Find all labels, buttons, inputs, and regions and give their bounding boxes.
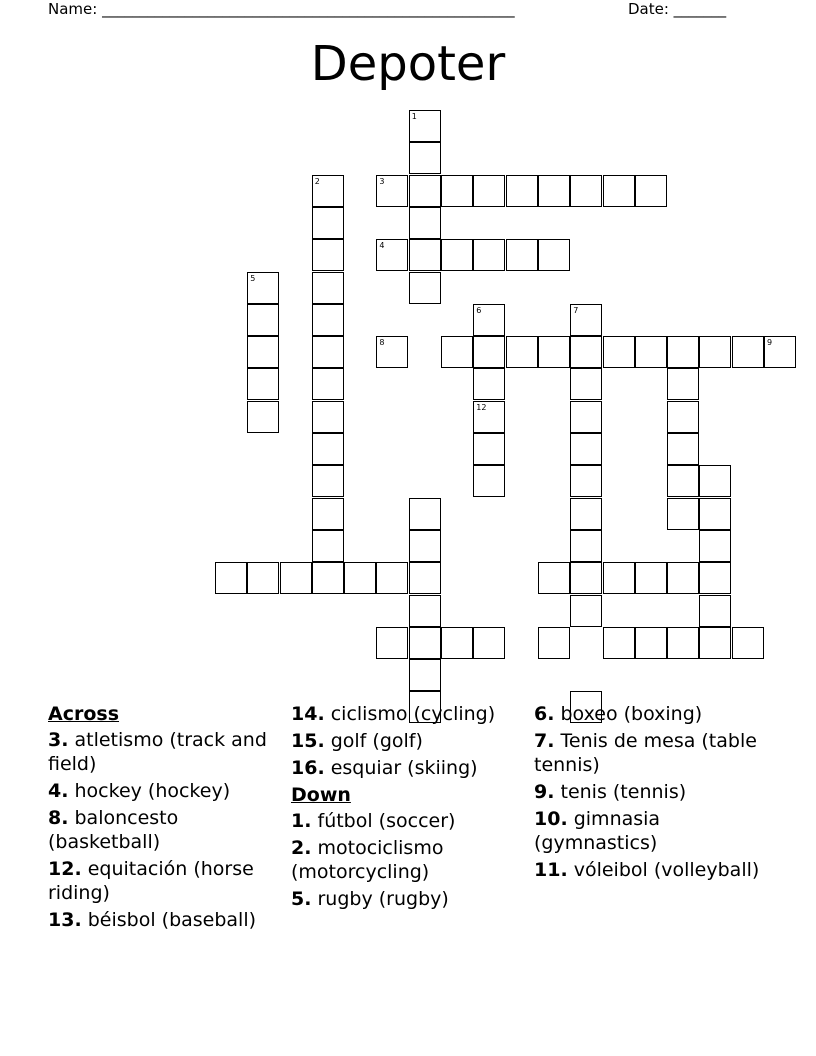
clue-number: 10. [534,808,568,830]
clue-number: 4. [48,780,69,802]
grid-cell[interactable] [247,304,279,336]
clue-text: ciclismo (cycling) [330,703,496,725]
clue-text: baloncesto (basketball) [48,807,179,853]
grid-cell[interactable] [247,401,279,433]
grid-cell[interactable] [699,465,731,497]
clue-across-14 [291,702,523,726]
clue-across-16 [291,756,523,780]
cell-number: 9 [767,338,773,348]
clue-number: 8. [48,807,69,829]
grid-cell[interactable] [312,272,344,304]
grid-cell[interactable] [473,465,505,497]
grid-cell[interactable] [312,498,344,530]
clue-across-8 [48,806,280,854]
grid-cell[interactable] [570,530,602,562]
clue-text: motociclismo (motorcycling) [291,837,444,883]
grid-cell[interactable] [312,465,344,497]
grid-cell[interactable] [409,239,441,271]
grid-cell[interactable] [473,627,505,659]
grid-cell[interactable] [409,207,441,239]
grid-cell[interactable] [506,239,538,271]
grid-cell[interactable] [312,433,344,465]
grid-cell[interactable] [312,562,344,594]
grid-cell[interactable] [570,336,602,368]
grid-cell[interactable] [699,336,731,368]
grid-cell[interactable] [376,175,408,207]
clue-number: 1. [291,810,312,832]
grid-cell[interactable] [570,433,602,465]
clue-text: atletismo (track and field) [48,729,267,775]
clue-text: Tenis de mesa (table tennis) [534,730,757,776]
grid-cell[interactable] [732,336,764,368]
grid-cell[interactable] [376,562,408,594]
grid-cell[interactable] [603,336,635,368]
grid-cell[interactable] [409,498,441,530]
grid-cell[interactable] [667,627,699,659]
grid-cell[interactable] [570,465,602,497]
down-heading: Down [291,784,351,806]
clue-across-15 [291,729,523,753]
page-title: Depoter [310,36,506,92]
grid-cell[interactable] [441,239,473,271]
grid-cell[interactable] [409,110,441,142]
grid-cell[interactable] [570,368,602,400]
grid-cell[interactable] [473,304,505,336]
grid-cell[interactable] [473,336,505,368]
clue-across-4 [48,779,280,803]
clue-number: 2. [291,837,312,859]
grid-cell[interactable] [570,498,602,530]
clue-number: 15. [291,730,325,752]
grid-cell[interactable] [667,433,699,465]
grid-cell[interactable] [699,595,731,627]
grid-cell[interactable] [699,498,731,530]
cell-number: 6 [476,305,482,315]
grid-cell[interactable] [732,627,764,659]
clue-down-6 [534,702,766,726]
grid-cell[interactable] [667,336,699,368]
clue-text: hockey (hockey) [74,780,231,802]
clues-column-1 [48,702,280,935]
clue-number: 14. [291,703,325,725]
grid-cell[interactable] [570,175,602,207]
grid-cell[interactable] [312,304,344,336]
grid-cell[interactable] [441,627,473,659]
clues-column-2 [291,702,523,914]
grid-cell[interactable] [280,562,312,594]
grid-cell[interactable] [409,530,441,562]
grid-cell[interactable] [473,239,505,271]
grid-cell[interactable] [247,368,279,400]
clue-across-3 [48,728,280,776]
grid-cell[interactable] [538,336,570,368]
grid-cell[interactable] [215,562,247,594]
clue-text: tenis (tennis) [560,781,687,803]
grid-cell[interactable] [312,368,344,400]
clue-down-2 [291,836,523,884]
grid-cell[interactable] [247,336,279,368]
grid-cell[interactable] [376,239,408,271]
clue-number: 13. [48,909,82,931]
grid-cell[interactable] [667,401,699,433]
grid-cell[interactable] [409,142,441,174]
clue-number: 6. [534,703,555,725]
grid-cell[interactable] [667,368,699,400]
grid-cell[interactable] [312,239,344,271]
clue-number: 7. [534,730,555,752]
grid-cell[interactable] [409,659,441,691]
grid-cell[interactable] [473,175,505,207]
grid-cell[interactable] [538,239,570,271]
clue-number: 9. [534,781,555,803]
date-field-label: Date: _______ [628,0,727,18]
clue-text: gimnasia (gymnastics) [534,808,661,854]
grid-cell[interactable] [409,562,441,594]
grid-cell[interactable] [667,498,699,530]
clue-text: boxeo (boxing) [560,703,703,725]
clue-down-1 [291,809,523,833]
across-heading: Across [48,703,120,725]
clue-down-9 [534,780,766,804]
clue-across-13 [48,908,280,932]
clues-column-3 [534,702,766,885]
clue-number: 16. [291,757,325,779]
grid-cell[interactable] [635,336,667,368]
grid-cell[interactable] [603,627,635,659]
clue-text: béisbol (baseball) [87,909,257,931]
grid-cell[interactable] [570,304,602,336]
cell-number: 5 [250,273,256,283]
clue-text: rugby (rugby) [317,888,449,910]
grid-cell[interactable] [570,595,602,627]
grid-cell[interactable] [473,368,505,400]
name-field-label: Name: _______________________________________________________ [48,0,515,18]
grid-cell[interactable] [376,336,408,368]
grid-cell[interactable] [441,175,473,207]
grid-cell[interactable] [699,530,731,562]
grid-cell[interactable] [603,562,635,594]
grid-cell[interactable] [247,562,279,594]
clue-down-5 [291,887,523,911]
clue-number: 3. [48,729,69,751]
grid-cell[interactable] [603,175,635,207]
grid-cell[interactable] [312,336,344,368]
grid-cell[interactable] [473,433,505,465]
grid-cell[interactable] [635,627,667,659]
grid-cell[interactable] [667,465,699,497]
clue-down-11 [534,858,766,882]
grid-cell[interactable] [538,627,570,659]
grid-cell[interactable] [409,595,441,627]
cell-number: 8 [379,338,385,348]
cell-number: 1 [411,112,417,121]
grid-cell[interactable] [699,562,731,594]
cell-number: 12 [476,402,487,412]
grid-cell[interactable] [764,336,796,368]
grid-cell[interactable] [538,562,570,594]
clue-down-7 [534,729,766,777]
clue-text: equitación (horse riding) [48,858,254,904]
clue-down-10 [534,807,766,855]
clue-across-12 [48,857,280,905]
grid-cell[interactable] [506,175,538,207]
grid-cell[interactable] [409,272,441,304]
clue-text: esquiar (skiing) [330,757,478,779]
grid-cell[interactable] [635,175,667,207]
grid-cell[interactable] [570,562,602,594]
clue-text: golf (golf) [330,730,423,752]
grid-cell[interactable] [635,562,667,594]
cell-number: 7 [573,305,579,315]
grid-cell[interactable] [312,401,344,433]
cell-number: 3 [379,176,385,186]
cell-number: 4 [379,241,385,251]
grid-cell[interactable] [667,562,699,594]
grid-cell[interactable] [409,175,441,207]
grid-cell[interactable] [376,627,408,659]
grid-cell[interactable] [312,207,344,239]
clue-text: fútbol (soccer) [317,810,456,832]
clue-number: 11. [534,859,568,881]
cell-number: 2 [314,176,320,186]
grid-cell[interactable] [570,401,602,433]
grid-cell[interactable] [344,562,376,594]
grid-cell[interactable] [441,336,473,368]
grid-cell[interactable] [247,272,279,304]
clue-number: 5. [291,888,312,910]
clue-number: 12. [48,858,82,880]
grid-cell[interactable] [506,336,538,368]
grid-cell[interactable] [312,175,344,207]
clue-text: vóleibol (volleyball) [573,859,760,881]
grid-cell[interactable] [473,401,505,433]
grid-cell[interactable] [699,627,731,659]
grid-cell[interactable] [312,530,344,562]
grid-cell[interactable] [409,627,441,659]
grid-cell[interactable] [538,175,570,207]
